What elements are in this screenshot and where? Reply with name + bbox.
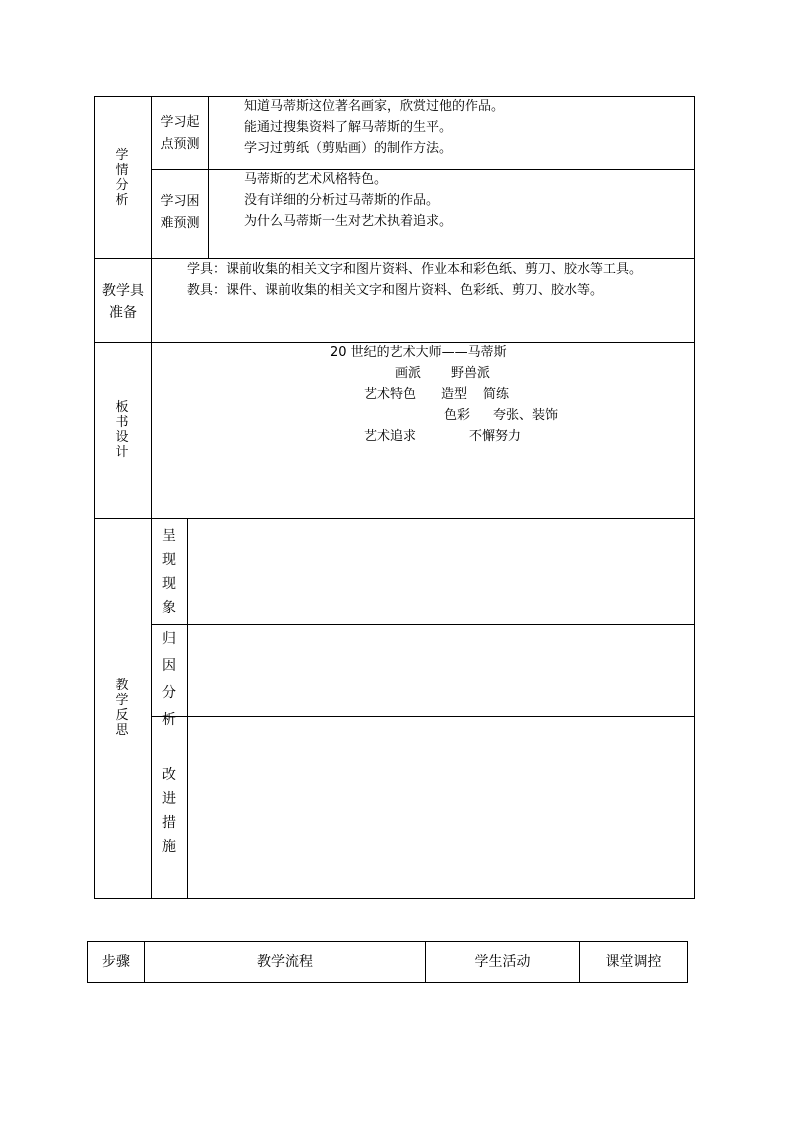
difficulty-line-2: 没有详细的分析过马蒂斯的作品。 xyxy=(244,193,440,208)
difficulty-line-1: 马蒂斯的艺术风格特色。 xyxy=(244,172,388,187)
phenomenon-label xyxy=(159,524,179,620)
board-school-value: 野兽派 xyxy=(451,366,491,381)
start-line-1: 知道马蒂斯这位著名画家，欣赏过他的作品。 xyxy=(244,99,505,114)
tools-teacher: 教具：课件、课前收集的相关文字和图片资料、色彩纸、剪刀、胶水等。 xyxy=(187,283,604,298)
board-school-label: 画派 xyxy=(395,366,422,381)
difficulty-line-3: 为什么马蒂斯一生对艺术执着追求。 xyxy=(244,214,453,229)
tools-label-line1: 教学具 xyxy=(102,283,144,299)
cause-content[interactable] xyxy=(188,625,694,716)
tools-label-line2: 准备 xyxy=(109,305,137,321)
cause-text: 归因分析 xyxy=(162,631,176,728)
start-label-line1: 学习起 xyxy=(160,115,200,130)
xueqing-section-label xyxy=(112,148,132,208)
tools-label xyxy=(96,280,150,324)
board-feature-1-value: 简练 xyxy=(483,387,510,402)
board-feature-2: 色彩 xyxy=(444,408,471,423)
start-line-2: 能通过搜集资料了解马蒂斯的生平。 xyxy=(244,120,453,135)
improve-content[interactable] xyxy=(188,717,694,898)
phenomenon-text: 呈现现象 xyxy=(162,528,176,616)
difficulty-label xyxy=(155,191,205,235)
board-pursuit-value: 不懈努力 xyxy=(469,429,522,444)
xueqing-label: 学情分析 xyxy=(115,148,129,208)
board-feature-1: 造型 xyxy=(441,387,468,402)
start-label-line2: 点预测 xyxy=(160,137,200,152)
start-label xyxy=(155,112,205,156)
reflection-label: 教学反思 xyxy=(115,678,129,738)
board-pursuit-label: 艺术追求 xyxy=(364,429,417,444)
cause-label xyxy=(159,620,179,734)
col-student: 学生活动 xyxy=(474,954,531,970)
board-feature-2-value: 夸张、装饰 xyxy=(493,408,559,423)
difficulty-label-line1: 学习困 xyxy=(160,194,200,209)
phenomenon-content[interactable] xyxy=(188,519,694,624)
improve-text: 改进措施 xyxy=(162,767,176,855)
difficulty-label-line2: 难预测 xyxy=(160,216,200,231)
board-title: 20 世纪的艺术大师——马蒂斯 xyxy=(330,345,507,360)
board-section-label xyxy=(112,400,132,460)
improve-label xyxy=(159,763,179,859)
board-label: 板书设计 xyxy=(115,400,129,460)
col-step: 步骤 xyxy=(102,954,130,970)
tools-student: 学具：课前收集的相关文字和图片资料、作业本和彩色纸、剪刀、胶水等工具。 xyxy=(187,262,643,277)
start-line-3: 学习过剪纸（剪贴画）的制作方法。 xyxy=(244,141,453,156)
reflection-section-label xyxy=(112,678,132,738)
col-control: 课堂调控 xyxy=(605,954,662,970)
board-feature-label: 艺术特色 xyxy=(364,387,417,402)
col-flow: 教学流程 xyxy=(257,954,313,970)
